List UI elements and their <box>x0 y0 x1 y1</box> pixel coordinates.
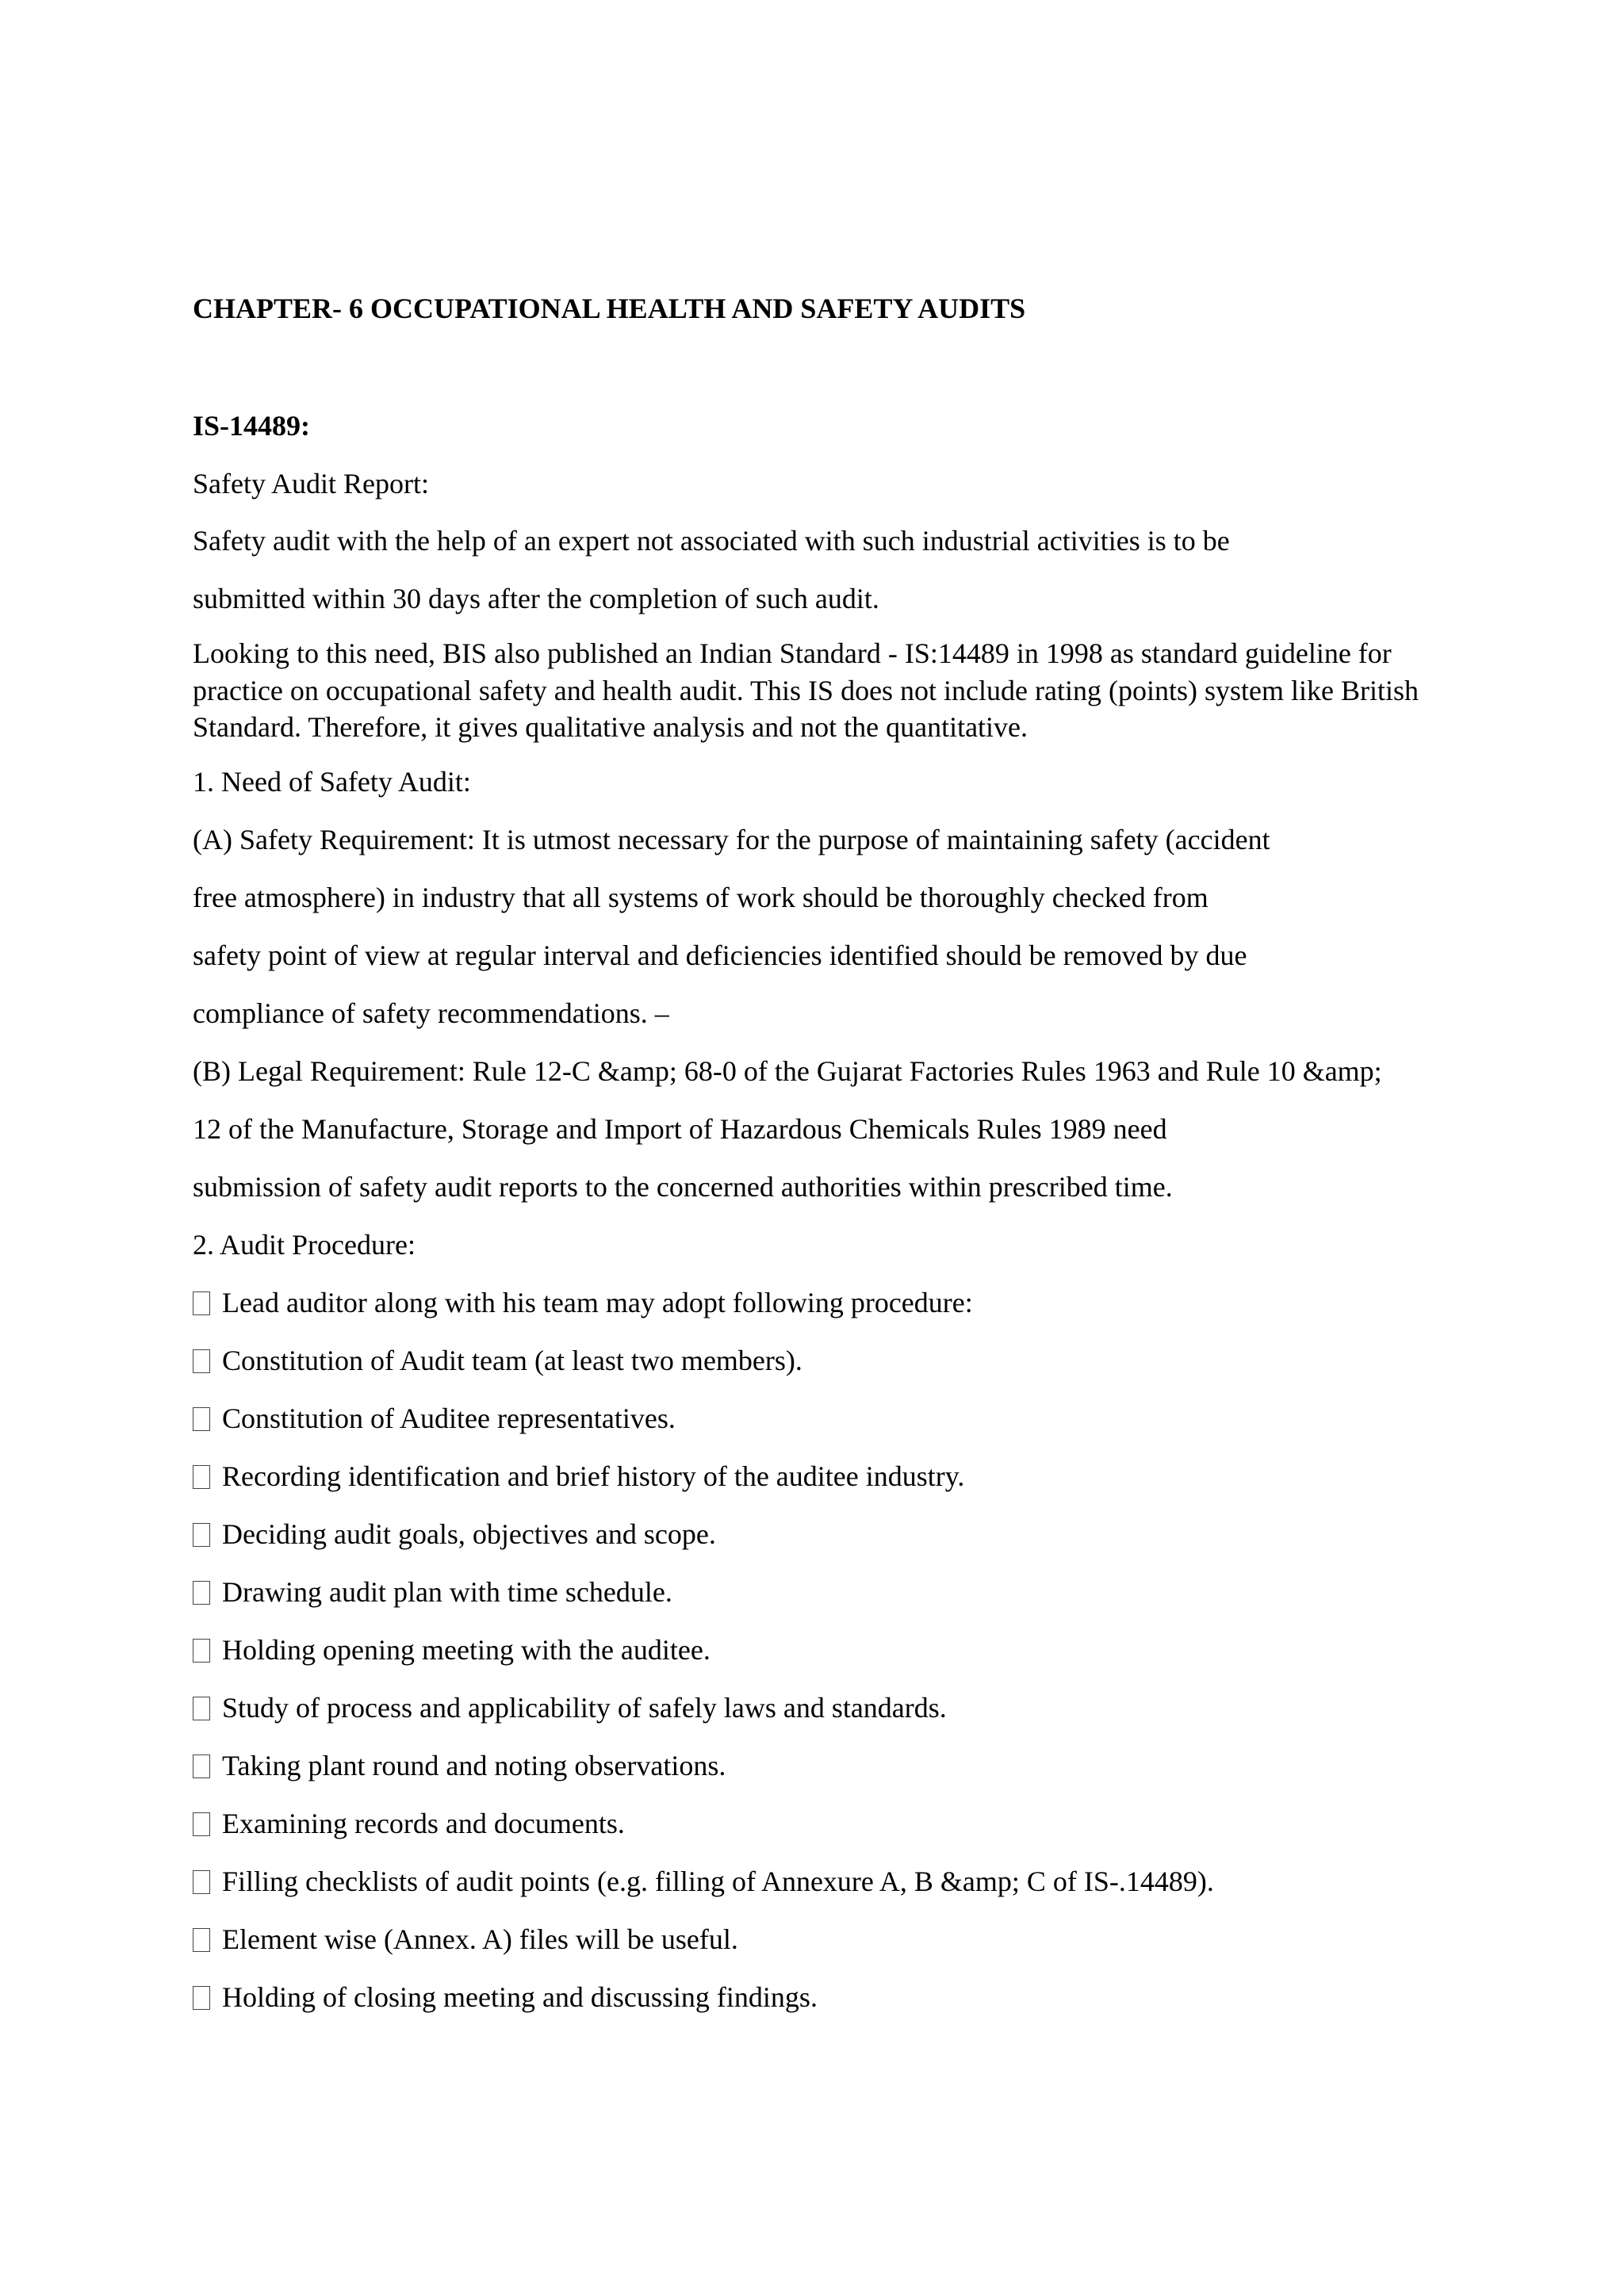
procedure-item <box>193 1747 726 1784</box>
standard-heading: IS-14489: <box>193 410 311 442</box>
report-label: Safety Audit Report: <box>193 468 429 499</box>
bis-paragraph: Looking to this need, BIS also published an Indian Standard - IS:14489 in 1998 as standard guideline for practice on occupational safety and health audit. This IS does not include rating (points) system like British Standard. Therefore, it gives qualitative analysis and not the quantitative. <box>193 637 1419 743</box>
intro-line-1: Safety audit with the help of an expert not associated with such industrial activities is to be <box>193 525 1230 557</box>
procedure-item <box>193 1805 625 1842</box>
missing-glyph-box-icon <box>193 1465 210 1489</box>
legal-requirement-line-2: 12 of the Manufacture, Storage and Import of Hazardous Chemicals Rules 1989 need <box>193 1113 1167 1145</box>
procedure-item-text: Study of process and applicability of safely laws and standards. <box>222 1692 947 1724</box>
missing-glyph-box-icon <box>193 1349 210 1373</box>
procedure-item <box>193 1342 802 1379</box>
procedure-item-text: Constitution of Audit team (at least two members). <box>222 1345 802 1376</box>
procedure-item-text: Element wise (Annex. A) files will be useful. <box>222 1923 738 1955</box>
procedure-item-text: Drawing audit plan with time schedule. <box>222 1576 672 1608</box>
missing-glyph-box-icon <box>193 1697 210 1720</box>
procedure-item <box>193 1574 672 1610</box>
procedure-item-text: Holding of closing meeting and discussing findings. <box>222 1981 818 2013</box>
safety-requirement-line-1: (A) Safety Requirement: It is utmost necessary for the purpose of maintaining safety (accident <box>193 824 1270 855</box>
procedure-item-text: Examining records and documents. <box>222 1808 625 1839</box>
procedure-item-text: Holding opening meeting with the auditee. <box>222 1634 710 1666</box>
procedure-item <box>193 1284 973 1321</box>
section-2-heading: 2. Audit Procedure: <box>193 1229 416 1261</box>
procedure-item-text: Constitution of Auditee representatives. <box>222 1402 676 1434</box>
procedure-item <box>193 1863 1214 1900</box>
missing-glyph-box-icon <box>193 1812 210 1836</box>
missing-glyph-box-icon <box>193 1639 210 1663</box>
procedure-item-text: Taking plant round and noting observations. <box>222 1750 726 1781</box>
procedure-item <box>193 1458 964 1494</box>
procedure-item-text: Recording identification and brief history of the auditee industry. <box>222 1460 965 1492</box>
missing-glyph-box-icon <box>193 1581 210 1605</box>
procedure-item <box>193 1689 947 1726</box>
chapter-title: CHAPTER- 6 OCCUPATIONAL HEALTH AND SAFETY AUDITS <box>193 293 1026 324</box>
safety-requirement-line-3: safety point of view at regular interval and deficiencies identified should be removed by due <box>193 939 1247 971</box>
missing-glyph-box-icon <box>193 1986 210 2010</box>
procedure-item <box>193 1979 818 2015</box>
procedure-item-text: Deciding audit goals, objectives and scope. <box>222 1518 716 1550</box>
missing-glyph-box-icon <box>193 1292 210 1315</box>
section-1-heading: 1. Need of Safety Audit: <box>193 766 471 798</box>
safety-requirement-line-2: free atmosphere) in industry that all systems of work should be thoroughly checked from <box>193 882 1208 913</box>
procedure-item-text: Lead auditor along with his team may adopt following procedure: <box>222 1287 973 1318</box>
procedure-item <box>193 1516 716 1552</box>
procedure-item-text: Filling checklists of audit points (e.g. filling of Annexure A, B &amp; C of IS-.14489). <box>222 1866 1214 1897</box>
missing-glyph-box-icon <box>193 1755 210 1778</box>
intro-line-2: submitted within 30 days after the completion of such audit. <box>193 583 879 614</box>
safety-requirement-line-4: compliance of safety recommendations. – <box>193 997 669 1029</box>
missing-glyph-box-icon <box>193 1523 210 1547</box>
procedure-item <box>193 1632 710 1668</box>
procedure-item <box>193 1400 676 1437</box>
missing-glyph-box-icon <box>193 1870 210 1894</box>
missing-glyph-box-icon <box>193 1928 210 1952</box>
missing-glyph-box-icon <box>193 1407 210 1431</box>
procedure-item <box>193 1921 738 1957</box>
legal-requirement-line-1: (B) Legal Requirement: Rule 12-C &amp; 68-0 of the Gujarat Factories Rules 1963 and Rule 10 &amp; <box>193 1055 1382 1087</box>
legal-requirement-line-3: submission of safety audit reports to the concerned authorities within prescribed time. <box>193 1171 1173 1203</box>
